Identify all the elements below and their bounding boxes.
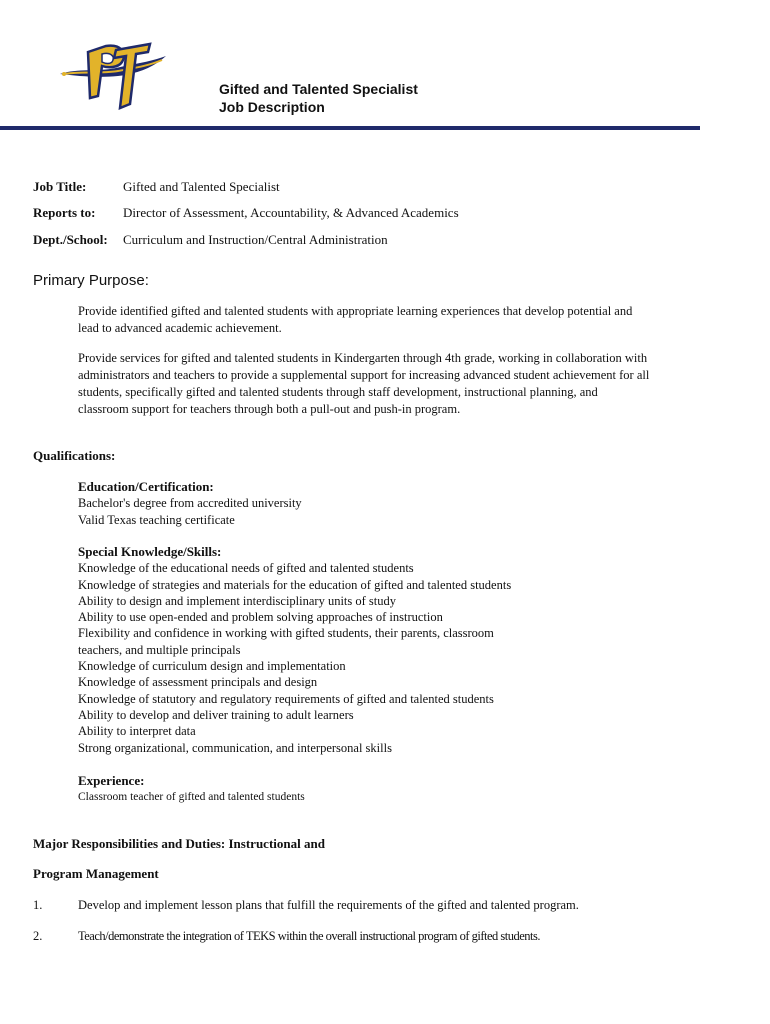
- pt-school-logo-icon: [58, 38, 168, 118]
- list-item: Ability to design and implement interdisciplinary units of study: [78, 593, 397, 608]
- list-item: Bachelor's degree from accredited university: [78, 496, 302, 511]
- title-line-2: Job Description: [219, 99, 325, 115]
- responsibilities-heading-line-2: Program Management: [33, 866, 159, 881]
- purpose-paragraph-2: [78, 350, 718, 418]
- field-label: Dept./School:: [33, 232, 108, 247]
- experience-section: [78, 773, 718, 806]
- field-job-title: [33, 179, 280, 195]
- text-line: administrators and teachers to provide a supplemental support for increasing advanced student achievement for all: [78, 368, 650, 382]
- education-section: [78, 479, 718, 528]
- title-line-1: Gifted and Talented Specialist: [219, 81, 418, 97]
- list-item: Ability to interpret data: [78, 724, 196, 739]
- skills-heading: Special Knowledge/Skills:: [78, 544, 222, 559]
- text-line: Provide identified gifted and talented students with appropriate learning experiences that develop potential and: [78, 304, 633, 318]
- list-item: Flexibility and confidence in working with gifted students, their parents, classroom: [78, 626, 494, 641]
- field-value: Director of Assessment, Accountability, & Advanced Academics: [123, 205, 459, 220]
- list-item: Ability to develop and deliver training to adult learners: [78, 707, 354, 722]
- list-item: Knowledge of curriculum design and implementation: [78, 659, 346, 674]
- responsibility-item: Develop and implement lesson plans that fulfill the requirements of the gifted and talented program.: [78, 898, 579, 912]
- list-item: Knowledge of statutory and regulatory requirements of gifted and talented students: [78, 691, 494, 706]
- responsibilities-heading-line-1: Major Responsibilities and Duties: Instructional and: [33, 836, 325, 851]
- field-label: Job Title:: [33, 179, 87, 194]
- responsibility-item: Teach/demonstrate the integration of TEKS within the overall instructional program of gifted students.: [78, 929, 541, 943]
- list-item: Strong organizational, communication, and interpersonal skills: [78, 740, 392, 755]
- qualifications-heading: Qualifications:: [33, 448, 116, 463]
- list-item: Knowledge of assessment principals and design: [78, 675, 318, 690]
- list-item: Knowledge of the educational needs of gifted and talented students: [78, 561, 414, 576]
- item-number: 2.: [33, 929, 43, 943]
- experience-heading: Experience:: [78, 773, 145, 788]
- field-value: Gifted and Talented Specialist: [123, 179, 280, 194]
- text-line: students, specifically gifted and talented students through staff development, instructional planning, and: [78, 385, 598, 399]
- field-reports-to: [33, 205, 459, 221]
- text-line: classroom support for teachers through both a pull-out and push-in program.: [78, 402, 461, 416]
- text-line: Provide services for gifted and talented students in Kindergarten through 4th grade, working in collaboration with: [78, 351, 648, 365]
- list-item: Knowledge of strategies and materials for the education of gifted and talented students: [78, 577, 512, 592]
- skills-section: [78, 544, 718, 756]
- primary-purpose-heading: Primary Purpose:: [33, 272, 149, 289]
- field-dept-school: [33, 232, 388, 248]
- text-line: lead to advanced academic achievement.: [78, 321, 282, 335]
- purpose-paragraph-1: [78, 303, 718, 337]
- list-item: Valid Texas teaching certificate: [78, 512, 235, 527]
- list-item: teachers, and multiple principals: [78, 642, 241, 657]
- education-heading: Education/Certification:: [78, 479, 214, 494]
- item-number: 1.: [33, 898, 43, 912]
- document-title: [219, 80, 418, 116]
- field-label: Reports to:: [33, 205, 96, 220]
- list-item: Ability to use open-ended and problem solving approaches of instruction: [78, 610, 443, 625]
- field-value: Curriculum and Instruction/Central Administration: [123, 232, 388, 247]
- experience-text: Classroom teacher of gifted and talented students: [78, 791, 305, 804]
- header-divider: [0, 126, 700, 130]
